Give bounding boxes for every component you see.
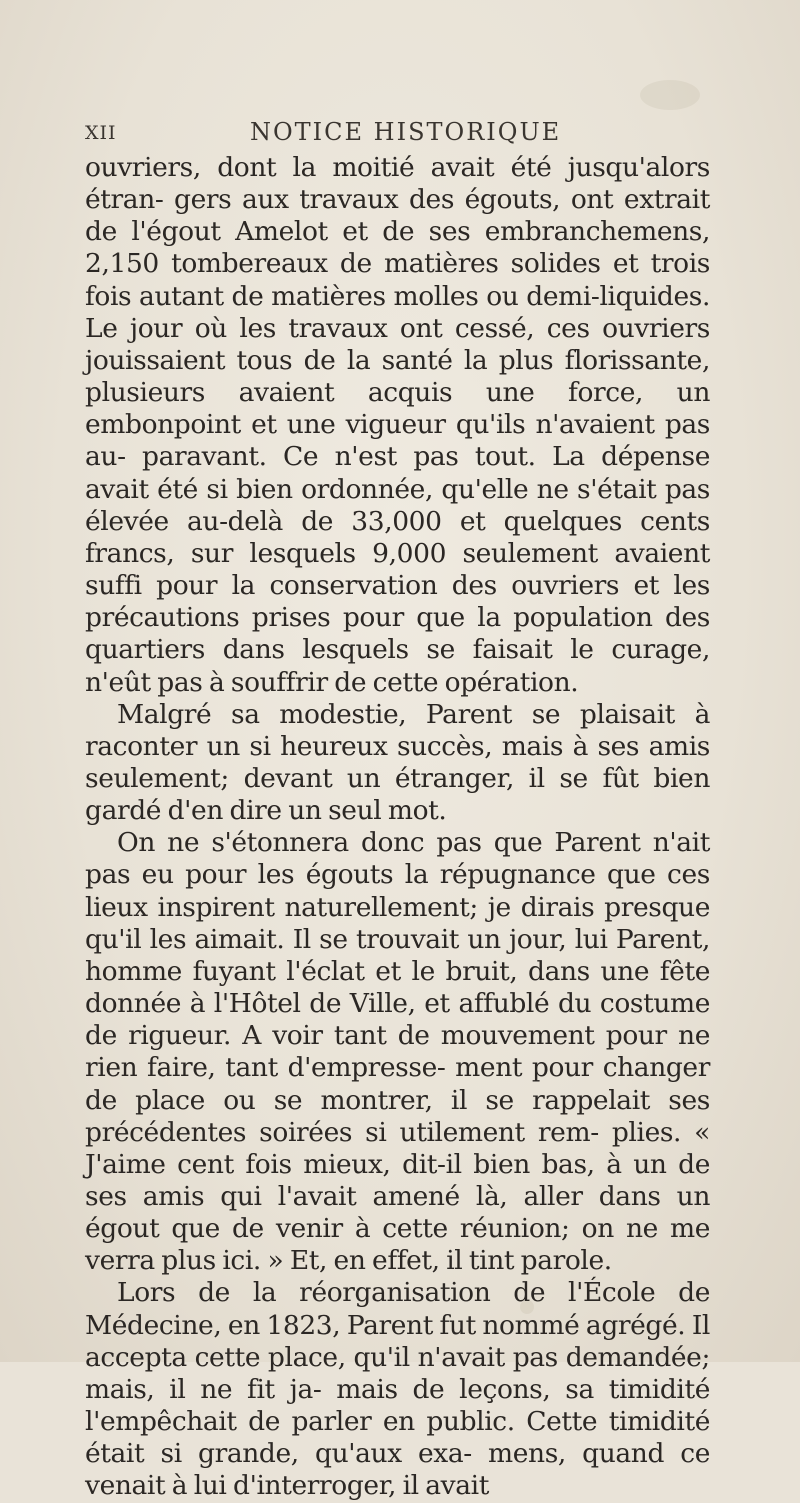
paper-stain [640,80,700,110]
paragraph: Malgré sa modestie, Parent se plaisait à raconter un si heureux succès, mais à ses amis seulement; devant un étranger, il se fût bien gardé d'en dire un seul mot. [85,698,710,827]
body-text [85,152,710,1503]
page-header [85,118,710,152]
paragraph: ouvriers, dont la moitié avait été jusqu'alors étran- gers aux travaux des égouts, ont extrait de l'égout Amelot et de ses embranchemens, 2,150 tombereaux de matières solides et trois fois autant de matières molles ou demi-liquides. Le jour où les travaux ont cessé, ces ouvriers jouissaient tous de la santé la plus florissante, plusieurs avaient acquis une force, un embonpoint et une vigueur qu'ils n'avaient pas au- paravant. Ce n'est pas tout. La dépense avait été si bien ordonnée, qu'elle ne s'était pas élevée au-delà de 33,000 et quelques cents francs, sur lesquels 9,000 seulement avaient suffi pour la conservation des ouvriers et les précautions prises pour que la population des quartiers dans lesquels se faisait le curage, n'eût pas à souffrir de cette opération. [85,152,710,698]
paragraph: Lors de la réorganisation de l'École de Médecine, en 1823, Parent fut nommé agrégé. Il accepta cette place, qu'il n'avait pas demandée; mais, il ne fit ja- mais de leçons, sa timidité l'empêchait de parler en public. Cette timidité était si grande, qu'aux exa- mens, quand ce venait à lui d'interroger, il avait [85,1277,710,1502]
paragraph: On ne s'étonnera donc pas que Parent n'ait pas eu pour les égouts la répugnance que ces lieux inspirent naturellement; je dirais presque qu'il les aimait. Il se trouvait un jour, lui Parent, homme fuyant l'éclat et le bruit, dans une fête donnée à l'Hôtel de Ville, et affublé du costume de rigueur. A voir tant de mouvement pour ne rien faire, tant d'empresse- ment pour changer de place ou se montrer, il se rappelait ses précédentes soirées si utilement rem- plies. « J'aime cent fois mieux, dit-il bien bas, à un de ses amis qui l'avait amené là, aller dans un égout que de venir à cette réunion; on ne me verra plus ici. » Et, en effet, il tint parole. [85,827,710,1277]
running-head: NOTICE HISTORIQUE [250,118,562,146]
page-number: XII [85,122,117,144]
